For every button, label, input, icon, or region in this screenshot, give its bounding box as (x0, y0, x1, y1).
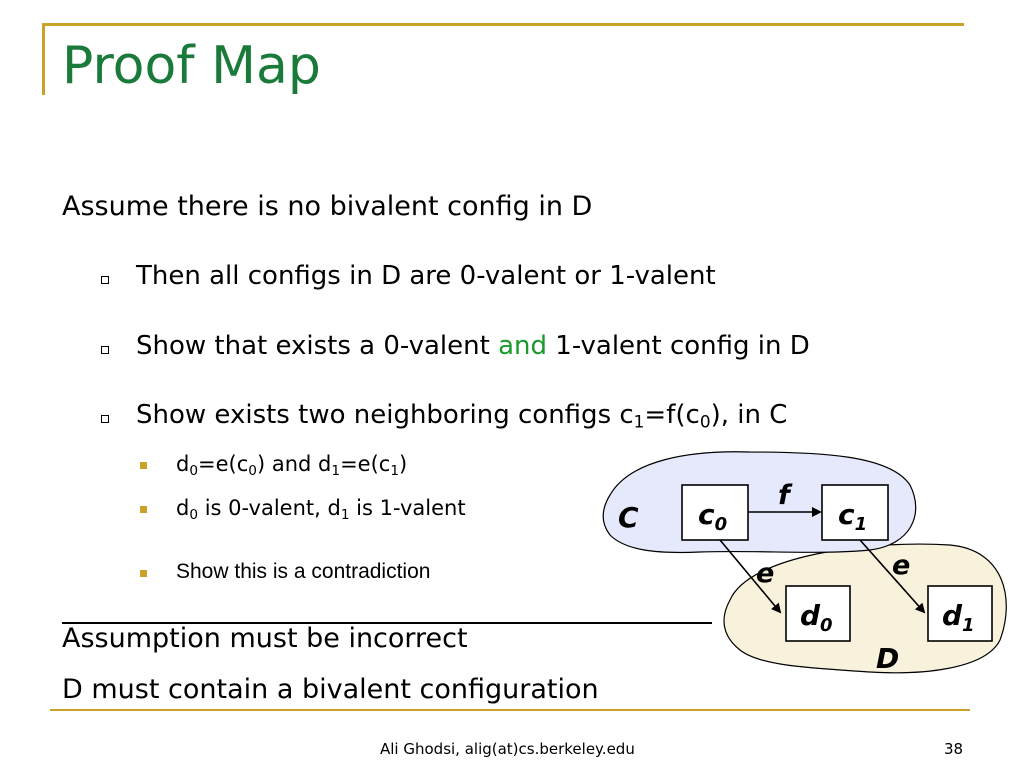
sub1-s1: 0 (189, 462, 199, 479)
sub1-s3: 1 (331, 462, 341, 479)
bullet-item-3 (136, 402, 787, 431)
sub2-b: is 0-valent, d (198, 496, 341, 520)
footer-rule (50, 709, 970, 711)
node-c1-sub: 1 (854, 514, 868, 535)
node-c0-sub: 0 (714, 514, 728, 535)
node-c0-base: c (698, 498, 715, 531)
footer-author: Ali Ghodsi, alig(at)cs.berkeley.edu (380, 740, 635, 758)
region-c-label: C (618, 501, 639, 534)
node-d1-base: d (942, 599, 963, 632)
proof-diagram (590, 440, 1024, 700)
bullet-item-2-before: Show that exists a 0-valent (136, 331, 499, 361)
sub-item-1 (176, 454, 407, 478)
item3-sub-2: 0 (699, 411, 711, 432)
sub2-c: is 1-valent (349, 496, 466, 520)
sub-item-3: Show this is a contradiction (176, 560, 431, 583)
node-d0-base: d (800, 599, 821, 632)
sub1-a: d (176, 452, 190, 476)
node-d0-sub: 0 (820, 615, 833, 636)
item3-sub-1: 1 (633, 411, 645, 432)
sub2-a: d (176, 496, 190, 520)
sub2-s1: 0 (189, 506, 199, 523)
checkbox-bullet-icon (101, 346, 109, 354)
sub1-c: ) and d (256, 452, 332, 476)
item3-part-b: =f(c (644, 400, 700, 430)
assumption-line: Assume there is no bivalent config in D (62, 191, 593, 222)
sub1-s4: 1 (390, 462, 400, 479)
node-d1-sub: 1 (962, 615, 975, 636)
region-d-label: D (876, 642, 900, 675)
sub1-e: ) (399, 452, 408, 476)
edge-f-label: f (778, 480, 790, 511)
bullet-item-1: Then all configs in D are 0-valent or 1-valent (136, 261, 716, 291)
frame-left-line (42, 23, 45, 95)
sub2-s2: 1 (340, 506, 350, 523)
square-bullet-icon (140, 506, 147, 513)
checkbox-bullet-icon (101, 276, 109, 284)
sub1-s2: 0 (248, 462, 257, 479)
edge-e-right-label: e (892, 550, 911, 581)
item3-part-a: Show exists two neighboring configs c (136, 400, 634, 430)
sub-item-2 (176, 498, 466, 522)
conclusion-2: D must contain a bivalent configuration (62, 674, 599, 705)
slide-title: Proof Map (62, 36, 321, 96)
square-bullet-icon (140, 462, 147, 469)
item3-part-c: ), in C (710, 400, 788, 430)
bullet-item-2-after: 1-valent config in D (547, 331, 810, 361)
checkbox-bullet-icon (101, 415, 109, 423)
bullet-item-2-highlight: and (498, 331, 548, 361)
square-bullet-icon (140, 570, 147, 577)
conclusion-1: Assumption must be incorrect (62, 623, 468, 654)
sub1-b: =e(c (198, 452, 249, 476)
bullet-item-2 (136, 333, 810, 359)
node-c1-base: c (838, 498, 855, 531)
frame-top-line (44, 23, 964, 26)
sub1-d: =e(c (340, 452, 391, 476)
edge-e-left-label: e (756, 558, 775, 589)
page-number: 38 (944, 740, 964, 758)
